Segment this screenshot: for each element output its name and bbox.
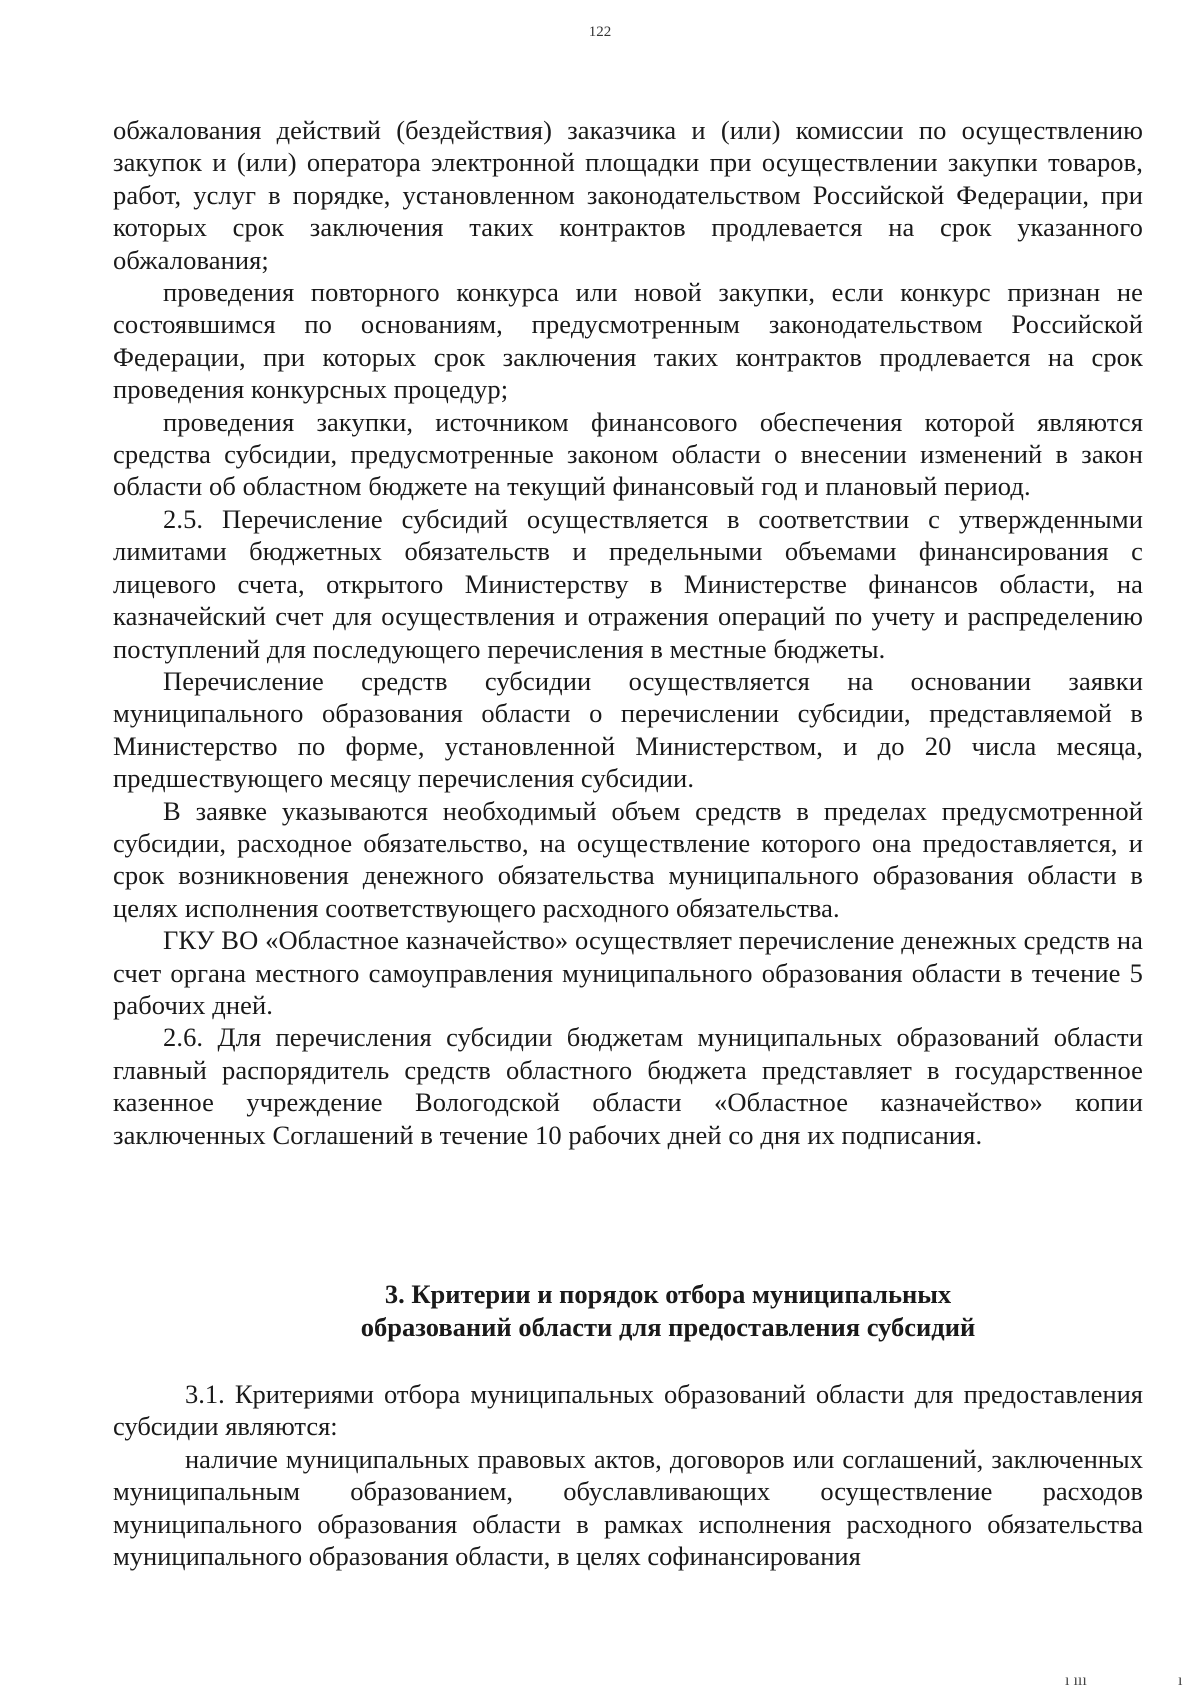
section-3-heading (113, 1278, 1200, 1344)
paragraph-repeat-competition: проведения повторного конкурса или новой закупки, если конкурс признан не состоявшимся по основаниям, предусмотренным законодательством Российской Федерации, при которых срок заключения таких контрактов продлевается на срок проведения конкурсных процедур; (113, 277, 1143, 405)
body-text-section-3 (113, 1378, 1143, 1572)
scan-mark-left: ı ııı (1065, 1672, 1087, 1689)
paragraph-2-5-transfer: 2.5. Перечисление субсидий осуществляется в соответствии с утвержденными лимитами бюджетных обязательств и предельными объемами финансирования с лицевого счета, открытого Министерству в Министерстве финансов области, на казначейский счет для осуществления и отражения операций по учету и распределению поступлений для последующего перечисления в местные бюджеты. (113, 503, 1143, 664)
section-3-heading-line-2: образований области для предоставления субсидий (360, 1312, 976, 1342)
paragraph-municipal-acts: наличие муниципальных правовых актов, договоров или соглашений, заключенных муниципальным образованием, обуславливающих осуществление расходов муниципального образования области в рамках исполнения расходного обязательства муниципального образования области, в целях софинансирования (113, 1443, 1143, 1572)
body-text-section-2 (113, 114, 1143, 1151)
paragraph-procurement-funding: проведения закупки, источником финансового обеспечения которой являются средства субсидии, предусмотренные законом области о внесении изменений в закон области об областном бюджете на текущий финансовый год и плановый период. (113, 406, 1143, 502)
section-3-heading-line-1: 3. Критерии и порядок отбора муниципальных (384, 1279, 952, 1309)
page-number: 122 (588, 24, 612, 40)
paragraph-request-contents: В заявке указываются необходимый объем средств в пределах предусмотренной субсидии, расходное обязательство, на осуществление которого она предоставляется, и срок возникновения денежного обязательства муниципального образования области в целях исполнения соответствующего расходного обязательства. (113, 795, 1143, 923)
paragraph-appeal-procedures: обжалования действий (бездействия) заказчика и (или) комиссии по осуществлению закупок и (или) оператора электронной площадки при осуществлении закупки товаров, работ, услуг в порядке, установленном законодательством Российской Федерации, при которых срок заключения таких контрактов продлевается на срок указанного обжалования; (113, 115, 1143, 275)
paragraph-2-6-agreements: 2.6. Для перечисления субсидии бюджетам муниципальных образований области главный распорядитель средств областного бюджета представляет в государственное казенное учреждение Вологодской области «Областное казначейство» копии заключенных Соглашений в течение 10 рабочих дней со дня их подписания. (113, 1022, 1143, 1150)
paragraph-transfer-request: Перечисление средств субсидии осуществляется на основании заявки муниципального образования области о перечислении субсидии, представляемой в Министерство по форме, установленной Министерством, и до 20 числа месяца, предшествующего месяцу перечисления субсидии. (113, 665, 1143, 794)
scan-mark-right: ı (1178, 1672, 1183, 1689)
paragraph-treasury-transfer: ГКУ ВО «Областное казначейство» осуществляет перечисление денежных средств на счет органа местного самоуправления муниципального образования области в течение 5 рабочих дней. (113, 925, 1143, 1020)
paragraph-3-1-criteria: 3.1. Критериями отбора муниципальных образований области для предоставления субсидии являются: (113, 1379, 1143, 1442)
